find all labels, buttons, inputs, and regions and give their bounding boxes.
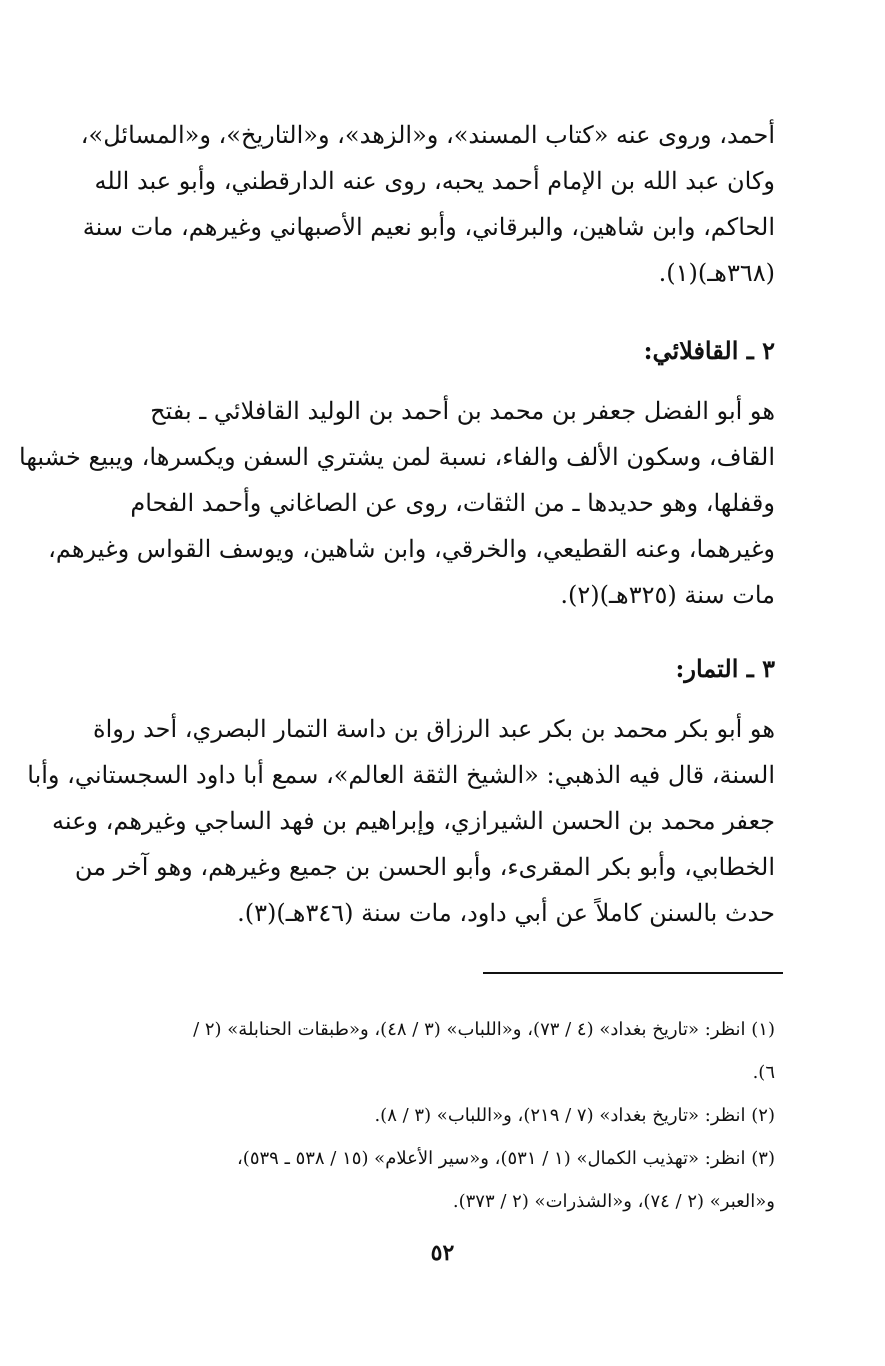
paragraph-qafilai xyxy=(19,388,775,618)
page-number: ٥٢ xyxy=(430,1240,455,1266)
paragraph-line: حدث بالسنن كاملاً عن أبي داود، مات سنة (٣٤٦هـ)(٣). xyxy=(237,899,775,927)
paragraph-line: وكان عبد الله بن الإمام أحمد يحبه، روى عنه الدارقطني، وأبو عبد الله xyxy=(94,167,775,195)
paragraph-line: مات سنة (٣٢٥هـ)(٢). xyxy=(560,581,775,609)
footnote-line: (٢) انظر: «تاريخ بغداد» (٧ / ٢١٩)، و«اللباب» (٣ / ٨). xyxy=(374,1105,775,1126)
paragraph-line: وغيرهما، وعنه القطيعي، والخرقي، وابن شاهين، ويوسف القواس وغيرهم، xyxy=(48,535,775,563)
paragraph-line: جعفر محمد بن الحسن الشيرازي، وإبراهيم بن فهد الساجي وغيرهم، وعنه xyxy=(51,807,775,835)
paragraph-tammar xyxy=(27,706,775,936)
paragraph-line: وقفلها، وهو حديدها ـ من الثقات، روى عن الصاغاني وأحمد الفحام xyxy=(130,489,775,517)
footnotes xyxy=(45,1008,775,1223)
paragraph-line: الخطابي، وأبو بكر المقرىء، وأبو الحسن بن جميع وغيرهم، وهو آخر من xyxy=(74,853,775,881)
paragraph-continued xyxy=(55,112,775,296)
paragraph-line: هو أبو بكر محمد بن بكر عبد الرزاق بن داسة التمار البصري، أحد رواة xyxy=(93,715,775,743)
paragraph-line: القاف، وسكون الألف والفاء، نسبة لمن يشتري السفن ويكسرها، ويبيع خشبها xyxy=(19,443,775,471)
footnote-divider xyxy=(483,972,783,974)
footnote-line: ٦). xyxy=(752,1062,775,1083)
section-heading-qafilai: ٢ ـ القافلائي: xyxy=(643,336,775,365)
footnote-line: (١) انظر: «تاريخ بغداد» (٤ / ٧٣)، و«اللباب» (٣ / ٤٨)، و«طبقات الحنابلة» (٢ / xyxy=(193,1019,775,1040)
section-heading-tammar: ٣ ـ التمار: xyxy=(675,654,775,683)
footnote-line: (٣) انظر: «تهذيب الكمال» (١ / ٥٣١)، و«سير الأعلام» (١٥ / ٥٣٨ ـ ٥٣٩)، xyxy=(236,1148,775,1169)
paragraph-line: أحمد، وروى عنه «كتاب المسند»، و«الزهد»، و«التاريخ»، و«المسائل»، xyxy=(80,121,775,149)
paragraph-line: (٣٦٨هـ)(١). xyxy=(658,259,775,287)
paragraph-line: السنة، قال فيه الذهبي: «الشيخ الثقة العالم»، سمع أبا داود السجستاني، وأبا xyxy=(27,761,775,789)
paragraph-line: الحاكم، وابن شاهين، والبرقاني، وأبو نعيم الأصبهاني وغيرهم، مات سنة xyxy=(82,213,775,241)
paragraph-line: هو أبو الفضل جعفر بن محمد بن أحمد بن الوليد القافلائي ـ بفتح xyxy=(150,397,775,425)
footnote-line: و«العبر» (٢ / ٧٤)، و«الشذرات» (٢ / ٣٧٣). xyxy=(452,1191,775,1212)
